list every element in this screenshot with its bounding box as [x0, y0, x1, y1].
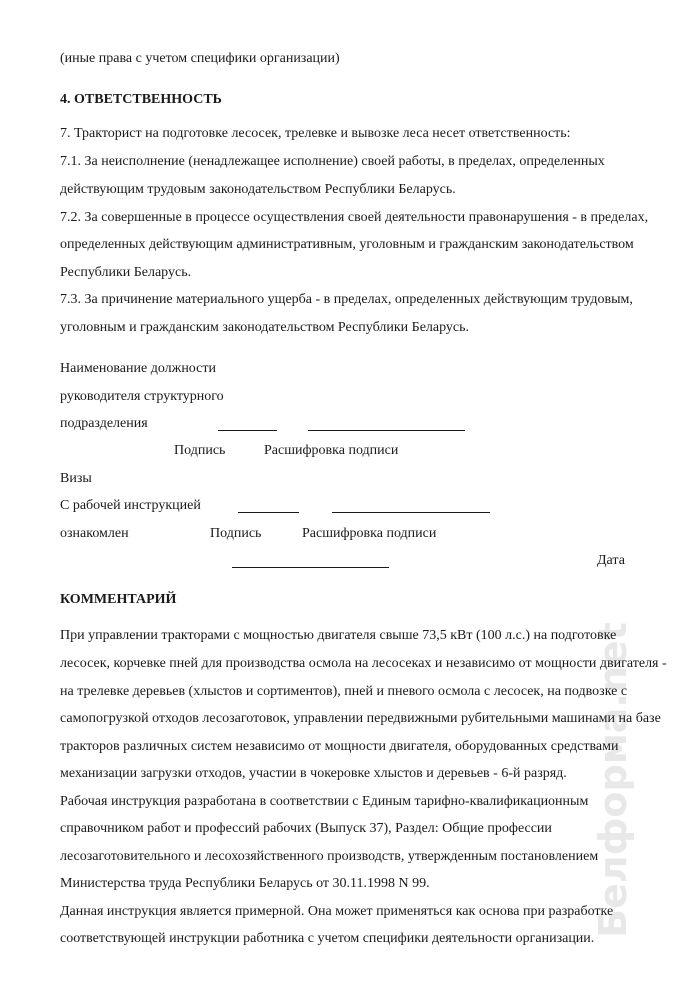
ack-signature-decode-label: Расшифровка подписи — [302, 526, 437, 541]
comment-line: механизации загрузки отходов, участии в чокеровке хлыстов и деревьев - 6-й разряд. — [60, 766, 567, 781]
responsibility-line: 7.3. За причинение материального ущерба - в пределах, определенных действующим трудовым, — [60, 292, 633, 307]
date-label: Дата — [597, 553, 625, 568]
comment-line: тракторов различных систем независимо от мощности двигателя, оборудованных средствами — [60, 739, 619, 754]
comment-line: Данная инструкция является примерной. Она может применяться как основа при разработке — [60, 904, 614, 919]
ack-signature-line — [238, 512, 299, 513]
acknowledgement-line: С рабочей инструкцией — [60, 498, 201, 513]
signature-label: Подпись — [174, 443, 226, 458]
position-title-line: Наименование должности — [60, 361, 216, 376]
comment-line: При управлении тракторами с мощностью двигателя свыше 73,5 кВт (100 л.с.) на подготовке — [60, 628, 617, 643]
comment-line: на трелевке деревьев (хлыстов и сортиментов), пней и пневого осмола с лесосек, на подвозке с — [60, 684, 628, 699]
responsibility-line: 7.2. За совершенные в процессе осуществления своей деятельности правонарушения - в пределах, — [60, 210, 649, 225]
position-title-line: руководителя структурного — [60, 389, 224, 404]
comment-line: лесозаготовительного и лесохозяйственного производств, утвержденным постановлением — [60, 849, 599, 864]
responsibility-line: 7.1. За неисполнение (ненадлежащее исполнение) своей работы, в пределах, определенных — [60, 154, 605, 169]
comment-line: самопогрузкой отходов лесозаготовок, управлении передвижными рубительными машинами на базе — [60, 711, 661, 726]
comment-line: Рабочая инструкция разработана в соответствии с Единым тарифно-квалификационным — [60, 794, 589, 809]
comment-line: Министерства труда Республики Беларусь от 30.11.1998 N 99. — [60, 876, 430, 891]
visas-label: Визы — [60, 471, 92, 486]
signature-decode-line — [308, 430, 465, 431]
comment-heading: КОММЕНТАРИЙ — [60, 592, 177, 607]
signature-decode-label: Расшифровка подписи — [264, 443, 399, 458]
responsibility-line: Республики Беларусь. — [60, 265, 192, 280]
responsibility-line: 7. Тракторист на подготовке лесосек, трелевке и вывозке леса несет ответственность: — [60, 126, 571, 141]
intro-rights: (иные права с учетом специфики организации) — [60, 51, 340, 66]
ack-signature-decode-line — [332, 512, 490, 513]
responsibility-line: уголовным и гражданским законодательством Республики Беларусь. — [60, 320, 470, 335]
date-line — [232, 567, 389, 568]
responsibility-line: определенных действующим административным, уголовным и гражданским законодательством — [60, 237, 634, 252]
comment-line: лесосек, корчевке пней для производства осмола на лесосеках и независимо от мощности двигателя - — [60, 656, 667, 671]
position-title-line: подразделения — [60, 416, 148, 431]
acknowledgement-line: ознакомлен — [60, 526, 129, 541]
signature-line — [218, 430, 277, 431]
section-heading-responsibility: 4. ОТВЕТСТВЕННОСТЬ — [60, 92, 222, 107]
ack-signature-label: Подпись — [210, 526, 262, 541]
responsibility-line: действующим трудовым законодательством Республики Беларусь. — [60, 182, 456, 197]
comment-line: соответствующей инструкции работника с учетом специфики деятельности организации. — [60, 931, 595, 946]
comment-line: справочником работ и профессий рабочих (Выпуск 37), Раздел: Общие профессии — [60, 821, 552, 836]
watermark-text: Белформа.net — [591, 622, 635, 938]
